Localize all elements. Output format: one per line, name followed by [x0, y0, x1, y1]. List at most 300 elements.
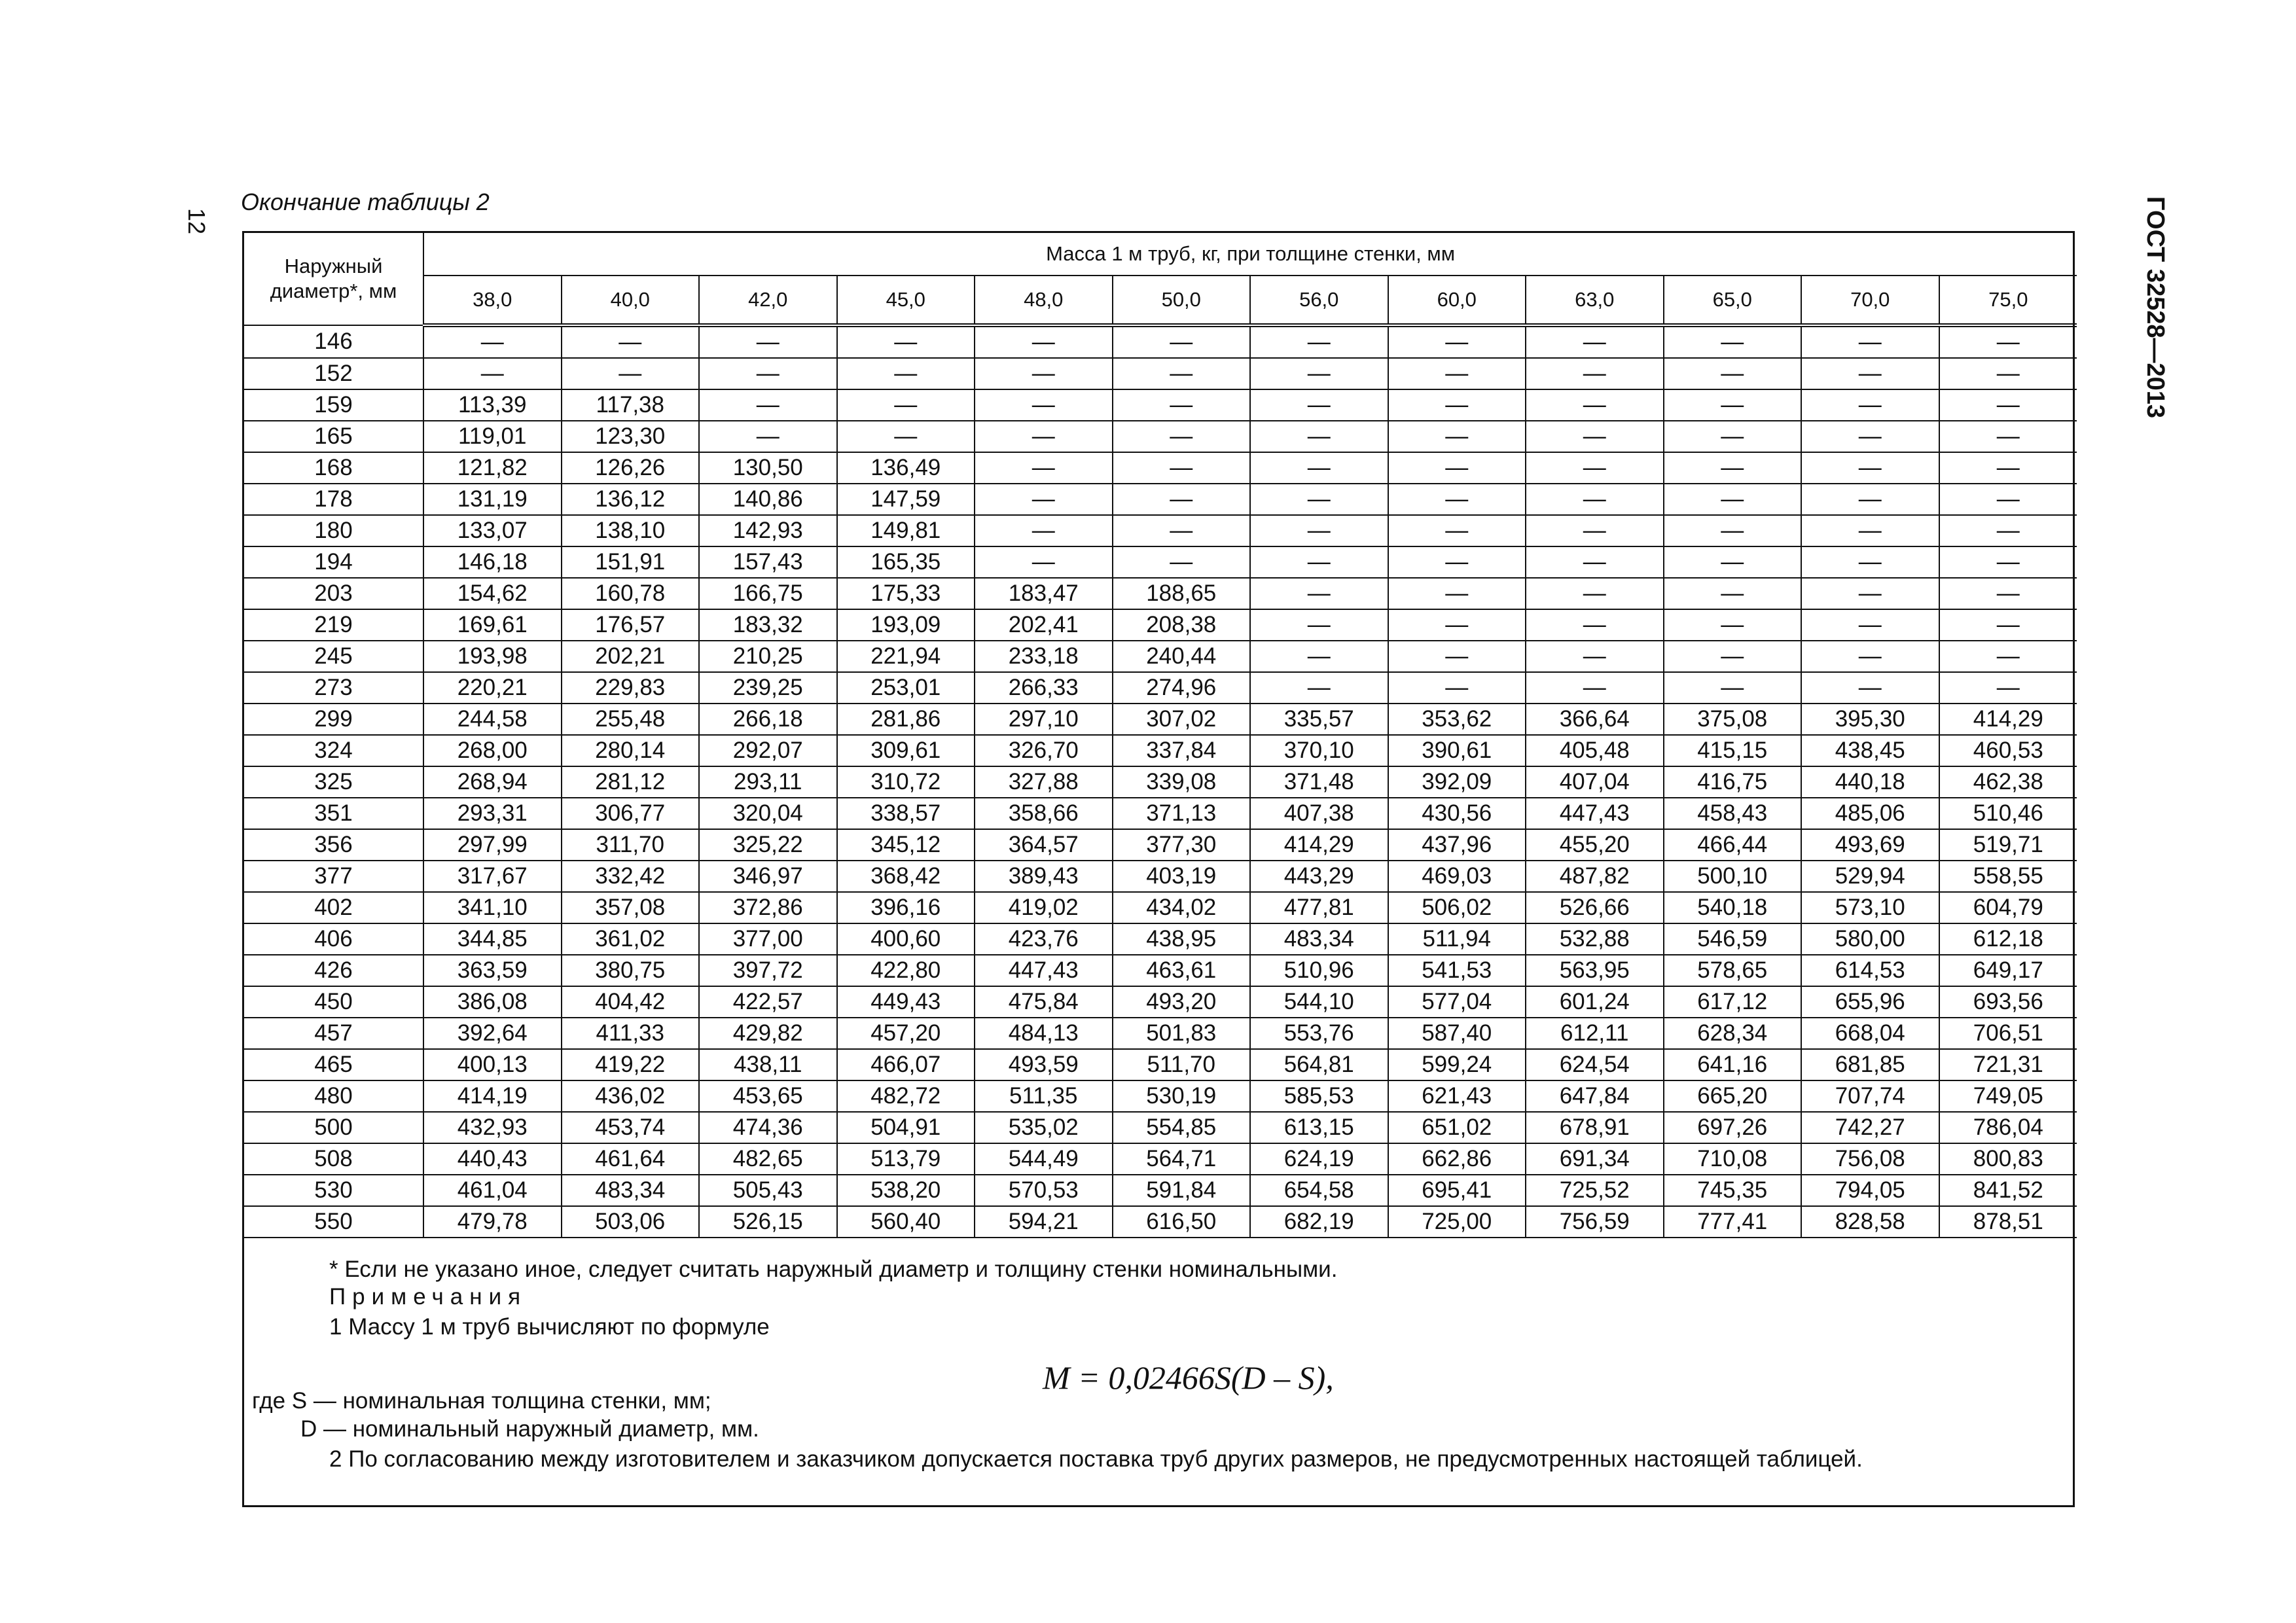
- mass-cell: 293,31: [423, 798, 562, 829]
- mass-cell: 482,72: [837, 1080, 975, 1112]
- mass-cell: 706,51: [1939, 1018, 2077, 1049]
- mass-cell: 453,74: [562, 1112, 700, 1143]
- mass-cell: —: [1939, 672, 2077, 704]
- mass-cell: 400,60: [837, 923, 975, 955]
- mass-cell: 544,49: [975, 1143, 1113, 1175]
- mass-cell: 483,34: [562, 1175, 700, 1206]
- mass-cell: —: [1801, 325, 1939, 358]
- mass-cell: —: [1250, 609, 1388, 641]
- mass-cell: 511,94: [1388, 923, 1526, 955]
- mass-cell: 380,75: [562, 955, 700, 986]
- table-row: [244, 1206, 2077, 1238]
- mass-cell: 233,18: [975, 641, 1113, 672]
- diameter-cell: 203: [244, 578, 423, 609]
- mass-cell: —: [1250, 389, 1388, 421]
- mass-cell: —: [1664, 578, 1802, 609]
- diameter-cell: 219: [244, 609, 423, 641]
- mass-cell: 396,16: [837, 892, 975, 923]
- mass-cell: 325,22: [699, 829, 837, 861]
- mass-cell: —: [1250, 484, 1388, 515]
- diameter-cell: 159: [244, 389, 423, 421]
- mass-cell: 493,69: [1801, 829, 1939, 861]
- mass-cell: 457,20: [837, 1018, 975, 1049]
- mass-cell: 511,35: [975, 1080, 1113, 1112]
- mass-cell: 306,77: [562, 798, 700, 829]
- diameter-cell: 377: [244, 861, 423, 892]
- mass-cell: 540,18: [1664, 892, 1802, 923]
- note-1: 1 Массу 1 м труб вычисляют по формуле: [329, 1314, 770, 1340]
- mass-cell: 119,01: [423, 421, 562, 452]
- mass-cell: 662,86: [1388, 1143, 1526, 1175]
- table-row: [244, 986, 2077, 1018]
- mass-cell: 535,02: [975, 1112, 1113, 1143]
- mass-cell: 745,35: [1664, 1175, 1802, 1206]
- mass-cell: 136,12: [562, 484, 700, 515]
- mass-cell: 364,57: [975, 829, 1113, 861]
- mass-cell: —: [837, 421, 975, 452]
- table-row: [244, 829, 2077, 861]
- mass-cell: —: [1664, 421, 1802, 452]
- footnote: * Если не указано иное, следует считать наружный диаметр и толщину стенки номинальными.: [329, 1257, 1338, 1282]
- diameter-cell: 508: [244, 1143, 423, 1175]
- mass-cell: 293,11: [699, 766, 837, 798]
- mass-cell: 310,72: [837, 766, 975, 798]
- thickness-header: 40,0: [562, 276, 700, 325]
- thickness-header: 75,0: [1939, 276, 2077, 325]
- mass-cell: 725,52: [1526, 1175, 1664, 1206]
- mass-table: [244, 233, 2077, 1238]
- mass-cell: —: [1664, 641, 1802, 672]
- mass-cell: 422,80: [837, 955, 975, 986]
- mass-cell: 404,42: [562, 986, 700, 1018]
- table-frame: [242, 231, 2075, 1507]
- mass-cell: 175,33: [837, 578, 975, 609]
- mass-cell: 430,56: [1388, 798, 1526, 829]
- mass-cell: —: [1801, 421, 1939, 452]
- mass-cell: 570,53: [975, 1175, 1113, 1206]
- mass-cell: 447,43: [1526, 798, 1664, 829]
- mass-cell: 461,04: [423, 1175, 562, 1206]
- mass-cell: 647,84: [1526, 1080, 1664, 1112]
- mass-cell: —: [1250, 515, 1388, 546]
- mass-cell: —: [1939, 546, 2077, 578]
- mass-cell: —: [1801, 515, 1939, 546]
- mass-cell: 338,57: [837, 798, 975, 829]
- mass-cell: 440,43: [423, 1143, 562, 1175]
- mass-cell: 466,07: [837, 1049, 975, 1080]
- mass-cell: 655,96: [1801, 986, 1939, 1018]
- mass-cell: 756,59: [1526, 1206, 1664, 1238]
- mass-cell: —: [1113, 484, 1251, 515]
- mass-cell: 166,75: [699, 578, 837, 609]
- mass-cell: 274,96: [1113, 672, 1251, 704]
- diameter-cell: 165: [244, 421, 423, 452]
- mass-cell: —: [1388, 578, 1526, 609]
- mass-cell: —: [423, 358, 562, 389]
- mass-cell: 363,59: [423, 955, 562, 986]
- diameter-cell: 530: [244, 1175, 423, 1206]
- mass-cell: —: [1388, 325, 1526, 358]
- mass-cell: 519,71: [1939, 829, 2077, 861]
- mass-cell: 411,33: [562, 1018, 700, 1049]
- mass-cell: 341,10: [423, 892, 562, 923]
- mass-cell: —: [975, 484, 1113, 515]
- mass-cell: 202,41: [975, 609, 1113, 641]
- mass-cell: 493,20: [1113, 986, 1251, 1018]
- mass-cell: —: [1801, 546, 1939, 578]
- mass-cell: 614,53: [1801, 955, 1939, 986]
- mass-cell: 462,38: [1939, 766, 2077, 798]
- mass-cell: 591,84: [1113, 1175, 1251, 1206]
- mass-cell: 721,31: [1939, 1049, 2077, 1080]
- mass-cell: 432,93: [423, 1112, 562, 1143]
- mass-cell: 142,93: [699, 515, 837, 546]
- mass-cell: —: [1801, 452, 1939, 484]
- mass-cell: —: [699, 325, 837, 358]
- mass-cell: 613,15: [1250, 1112, 1388, 1143]
- mass-cell: —: [1250, 578, 1388, 609]
- mass-cell: 346,97: [699, 861, 837, 892]
- mass-cell: —: [975, 515, 1113, 546]
- thickness-header: 45,0: [837, 276, 975, 325]
- mass-cell: 370,10: [1250, 735, 1388, 766]
- mass-cell: 482,65: [699, 1143, 837, 1175]
- mass-cell: 147,59: [837, 484, 975, 515]
- table-row: [244, 735, 2077, 766]
- mass-cell: 501,83: [1113, 1018, 1251, 1049]
- mass-cell: —: [1526, 641, 1664, 672]
- mass-cell: 560,40: [837, 1206, 975, 1238]
- mass-cell: —: [1801, 641, 1939, 672]
- diameter-cell: 194: [244, 546, 423, 578]
- mass-cell: —: [1939, 325, 2077, 358]
- mass-cell: 337,84: [1113, 735, 1251, 766]
- table-row: [244, 1080, 2077, 1112]
- mass-cell: 229,83: [562, 672, 700, 704]
- mass-cell: 651,02: [1388, 1112, 1526, 1143]
- mass-cell: 585,53: [1250, 1080, 1388, 1112]
- mass-cell: —: [1526, 578, 1664, 609]
- table-row: [244, 484, 2077, 515]
- mass-cell: 573,10: [1801, 892, 1939, 923]
- thickness-header: 70,0: [1801, 276, 1939, 325]
- mass-cell: 438,95: [1113, 923, 1251, 955]
- mass-cell: 183,32: [699, 609, 837, 641]
- mass-cell: 553,76: [1250, 1018, 1388, 1049]
- mass-cell: —: [1939, 578, 2077, 609]
- mass-cell: 221,94: [837, 641, 975, 672]
- mass-cell: 366,64: [1526, 704, 1664, 735]
- mass-cell: —: [1113, 389, 1251, 421]
- mass-cell: 326,70: [975, 735, 1113, 766]
- mass-cell: 503,06: [562, 1206, 700, 1238]
- mass-cell: 710,08: [1664, 1143, 1802, 1175]
- mass-cell: 407,04: [1526, 766, 1664, 798]
- mass-cell: 484,13: [975, 1018, 1113, 1049]
- mass-cell: 697,26: [1664, 1112, 1802, 1143]
- mass-cell: 320,04: [699, 798, 837, 829]
- mass-cell: 800,83: [1939, 1143, 2077, 1175]
- mass-cell: —: [1388, 389, 1526, 421]
- mass-cell: 437,96: [1388, 829, 1526, 861]
- mass-cell: 392,64: [423, 1018, 562, 1049]
- mass-cell: —: [423, 325, 562, 358]
- mass-cell: —: [699, 421, 837, 452]
- mass-cell: —: [1113, 546, 1251, 578]
- mass-cell: 136,49: [837, 452, 975, 484]
- mass-cell: 474,36: [699, 1112, 837, 1143]
- mass-cell: 157,43: [699, 546, 837, 578]
- diameter-cell: 325: [244, 766, 423, 798]
- mass-cell: —: [1250, 421, 1388, 452]
- table-row: [244, 923, 2077, 955]
- mass-cell: 311,70: [562, 829, 700, 861]
- mass-cell: 449,43: [837, 986, 975, 1018]
- mass-cell: 578,65: [1664, 955, 1802, 986]
- mass-cell: 169,61: [423, 609, 562, 641]
- mass-cell: 612,11: [1526, 1018, 1664, 1049]
- mass-cell: 794,05: [1801, 1175, 1939, 1206]
- mass-cell: 604,79: [1939, 892, 2077, 923]
- diameter-cell: 465: [244, 1049, 423, 1080]
- mass-cell: —: [1250, 641, 1388, 672]
- mass-cell: 390,61: [1388, 735, 1526, 766]
- mass-cell: 130,50: [699, 452, 837, 484]
- mass-cell: 487,82: [1526, 861, 1664, 892]
- mass-cell: 154,62: [423, 578, 562, 609]
- mass-cell: —: [1250, 452, 1388, 484]
- mass-cell: 530,19: [1113, 1080, 1251, 1112]
- mass-cell: 414,19: [423, 1080, 562, 1112]
- diameter-cell: 457: [244, 1018, 423, 1049]
- mass-cell: 117,38: [562, 389, 700, 421]
- mass-cell: 297,99: [423, 829, 562, 861]
- mass-header: Масса 1 м труб, кг, при толщине стенки, мм: [423, 233, 2077, 276]
- mass-cell: —: [1250, 358, 1388, 389]
- mass-cell: 239,25: [699, 672, 837, 704]
- mass-cell: —: [699, 358, 837, 389]
- mass-cell: 777,41: [1664, 1206, 1802, 1238]
- mass-cell: —: [1388, 421, 1526, 452]
- mass-cell: —: [1526, 358, 1664, 389]
- mass-cell: —: [1664, 609, 1802, 641]
- mass-cell: 443,29: [1250, 861, 1388, 892]
- diameter-cell: 426: [244, 955, 423, 986]
- table-row: [244, 578, 2077, 609]
- mass-cell: —: [1388, 484, 1526, 515]
- mass-cell: —: [1526, 546, 1664, 578]
- diameter-cell: 356: [244, 829, 423, 861]
- thickness-header: 42,0: [699, 276, 837, 325]
- mass-cell: 463,61: [1113, 955, 1251, 986]
- mass-cell: —: [1388, 452, 1526, 484]
- mass-cell: —: [1250, 672, 1388, 704]
- mass-cell: 292,07: [699, 735, 837, 766]
- mass-cell: 641,16: [1664, 1049, 1802, 1080]
- mass-cell: 368,42: [837, 861, 975, 892]
- mass-cell: 477,81: [1250, 892, 1388, 923]
- table-row: [244, 1018, 2077, 1049]
- mass-cell: 202,21: [562, 641, 700, 672]
- mass-cell: 165,35: [837, 546, 975, 578]
- mass-cell: 149,81: [837, 515, 975, 546]
- mass-cell: 695,41: [1388, 1175, 1526, 1206]
- mass-cell: 121,82: [423, 452, 562, 484]
- diameter-cell: 406: [244, 923, 423, 955]
- mass-cell: —: [1939, 389, 2077, 421]
- mass-cell: 422,57: [699, 986, 837, 1018]
- mass-cell: 357,08: [562, 892, 700, 923]
- diameter-cell: 324: [244, 735, 423, 766]
- diameter-cell: 299: [244, 704, 423, 735]
- mass-cell: —: [1388, 672, 1526, 704]
- mass-cell: —: [1250, 546, 1388, 578]
- mass-cell: 372,86: [699, 892, 837, 923]
- mass-cell: —: [1526, 609, 1664, 641]
- table-row: [244, 421, 2077, 452]
- mass-cell: 377,00: [699, 923, 837, 955]
- mass-cell: 268,00: [423, 735, 562, 766]
- mass-cell: 240,44: [1113, 641, 1251, 672]
- mass-cell: —: [1801, 609, 1939, 641]
- table-row: [244, 546, 2077, 578]
- mass-cell: —: [837, 325, 975, 358]
- diameter-cell: 168: [244, 452, 423, 484]
- mass-cell: 389,43: [975, 861, 1113, 892]
- mass-cell: 414,29: [1939, 704, 2077, 735]
- mass-cell: 438,11: [699, 1049, 837, 1080]
- table-row: [244, 892, 2077, 923]
- table-row: [244, 955, 2077, 986]
- mass-cell: 123,30: [562, 421, 700, 452]
- mass-cell: 453,65: [699, 1080, 837, 1112]
- mass-cell: 208,38: [1113, 609, 1251, 641]
- mass-cell: —: [1664, 325, 1802, 358]
- mass-cell: —: [1388, 641, 1526, 672]
- mass-cell: 563,95: [1526, 955, 1664, 986]
- mass-cell: —: [1801, 389, 1939, 421]
- mass-cell: —: [1526, 672, 1664, 704]
- table-row: [244, 389, 2077, 421]
- mass-cell: 353,62: [1388, 704, 1526, 735]
- table-row: [244, 609, 2077, 641]
- mass-cell: 266,33: [975, 672, 1113, 704]
- mass-cell: 621,43: [1388, 1080, 1526, 1112]
- mass-cell: 403,19: [1113, 861, 1251, 892]
- mass-cell: 707,74: [1801, 1080, 1939, 1112]
- mass-cell: 255,48: [562, 704, 700, 735]
- mass-cell: 423,76: [975, 923, 1113, 955]
- mass-cell: —: [975, 546, 1113, 578]
- mass-cell: —: [1250, 325, 1388, 358]
- notes-heading: Примечания: [329, 1284, 528, 1310]
- mass-cell: —: [1801, 484, 1939, 515]
- mass-cell: 113,39: [423, 389, 562, 421]
- mass-cell: 469,03: [1388, 861, 1526, 892]
- note-2: 2 По согласованию между изготовителем и заказчиком допускается поставка труб других размеров, не предусмотренных настоящей таблицей.: [329, 1446, 1863, 1472]
- mass-cell: 878,51: [1939, 1206, 2077, 1238]
- mass-cell: —: [1526, 389, 1664, 421]
- table-row: [244, 641, 2077, 672]
- page-number: 12: [183, 208, 210, 235]
- mass-cell: 461,64: [562, 1143, 700, 1175]
- mass-cell: 541,53: [1388, 955, 1526, 986]
- mass-cell: 587,40: [1388, 1018, 1526, 1049]
- mass-cell: 756,08: [1801, 1143, 1939, 1175]
- mass-cell: 395,30: [1801, 704, 1939, 735]
- mass-cell: —: [975, 389, 1113, 421]
- mass-cell: —: [1939, 452, 2077, 484]
- diameter-cell: 402: [244, 892, 423, 923]
- mass-cell: —: [1939, 515, 2077, 546]
- mass-cell: —: [699, 389, 837, 421]
- table-row: [244, 358, 2077, 389]
- mass-cell: 526,15: [699, 1206, 837, 1238]
- mass-cell: 386,08: [423, 986, 562, 1018]
- mass-cell: —: [1939, 641, 2077, 672]
- where-s: где S — номинальная толщина стенки, мм;: [252, 1388, 711, 1414]
- diameter-cell: 146: [244, 325, 423, 358]
- mass-cell: 564,81: [1250, 1049, 1388, 1080]
- mass-cell: 628,34: [1664, 1018, 1802, 1049]
- thickness-header: 63,0: [1526, 276, 1664, 325]
- mass-cell: —: [1664, 389, 1802, 421]
- mass-cell: 344,85: [423, 923, 562, 955]
- mass-cell: 617,12: [1664, 986, 1802, 1018]
- mass-cell: 616,50: [1113, 1206, 1251, 1238]
- diameter-cell: 180: [244, 515, 423, 546]
- mass-cell: 544,10: [1250, 986, 1388, 1018]
- mass-cell: 138,10: [562, 515, 700, 546]
- table-row: [244, 325, 2077, 358]
- mass-cell: 438,45: [1801, 735, 1939, 766]
- mass-cell: 506,02: [1388, 892, 1526, 923]
- mass-formula: M = 0,02466S(D – S),: [1043, 1359, 1334, 1396]
- table-row: [244, 704, 2077, 735]
- table-row: [244, 798, 2077, 829]
- mass-cell: —: [1388, 358, 1526, 389]
- mass-cell: —: [1939, 358, 2077, 389]
- mass-cell: 193,98: [423, 641, 562, 672]
- mass-cell: 466,44: [1664, 829, 1802, 861]
- mass-cell: 601,24: [1526, 986, 1664, 1018]
- mass-cell: 183,47: [975, 578, 1113, 609]
- table-row: [244, 1143, 2077, 1175]
- mass-cell: 681,85: [1801, 1049, 1939, 1080]
- mass-cell: 511,70: [1113, 1049, 1251, 1080]
- mass-cell: 436,02: [562, 1080, 700, 1112]
- mass-cell: —: [1113, 515, 1251, 546]
- mass-cell: 725,00: [1388, 1206, 1526, 1238]
- mass-cell: 415,15: [1664, 735, 1802, 766]
- mass-cell: 400,13: [423, 1049, 562, 1080]
- mass-cell: —: [1388, 515, 1526, 546]
- mass-cell: —: [975, 421, 1113, 452]
- thickness-header: 65,0: [1664, 276, 1802, 325]
- mass-cell: 151,91: [562, 546, 700, 578]
- mass-cell: —: [1664, 515, 1802, 546]
- table-row: [244, 672, 2077, 704]
- mass-cell: 742,27: [1801, 1112, 1939, 1143]
- mass-cell: —: [1526, 484, 1664, 515]
- mass-cell: 193,09: [837, 609, 975, 641]
- mass-cell: 375,08: [1664, 704, 1802, 735]
- mass-cell: —: [1801, 672, 1939, 704]
- mass-cell: —: [975, 452, 1113, 484]
- mass-cell: —: [1526, 515, 1664, 546]
- mass-cell: —: [1526, 452, 1664, 484]
- mass-cell: 558,55: [1939, 861, 2077, 892]
